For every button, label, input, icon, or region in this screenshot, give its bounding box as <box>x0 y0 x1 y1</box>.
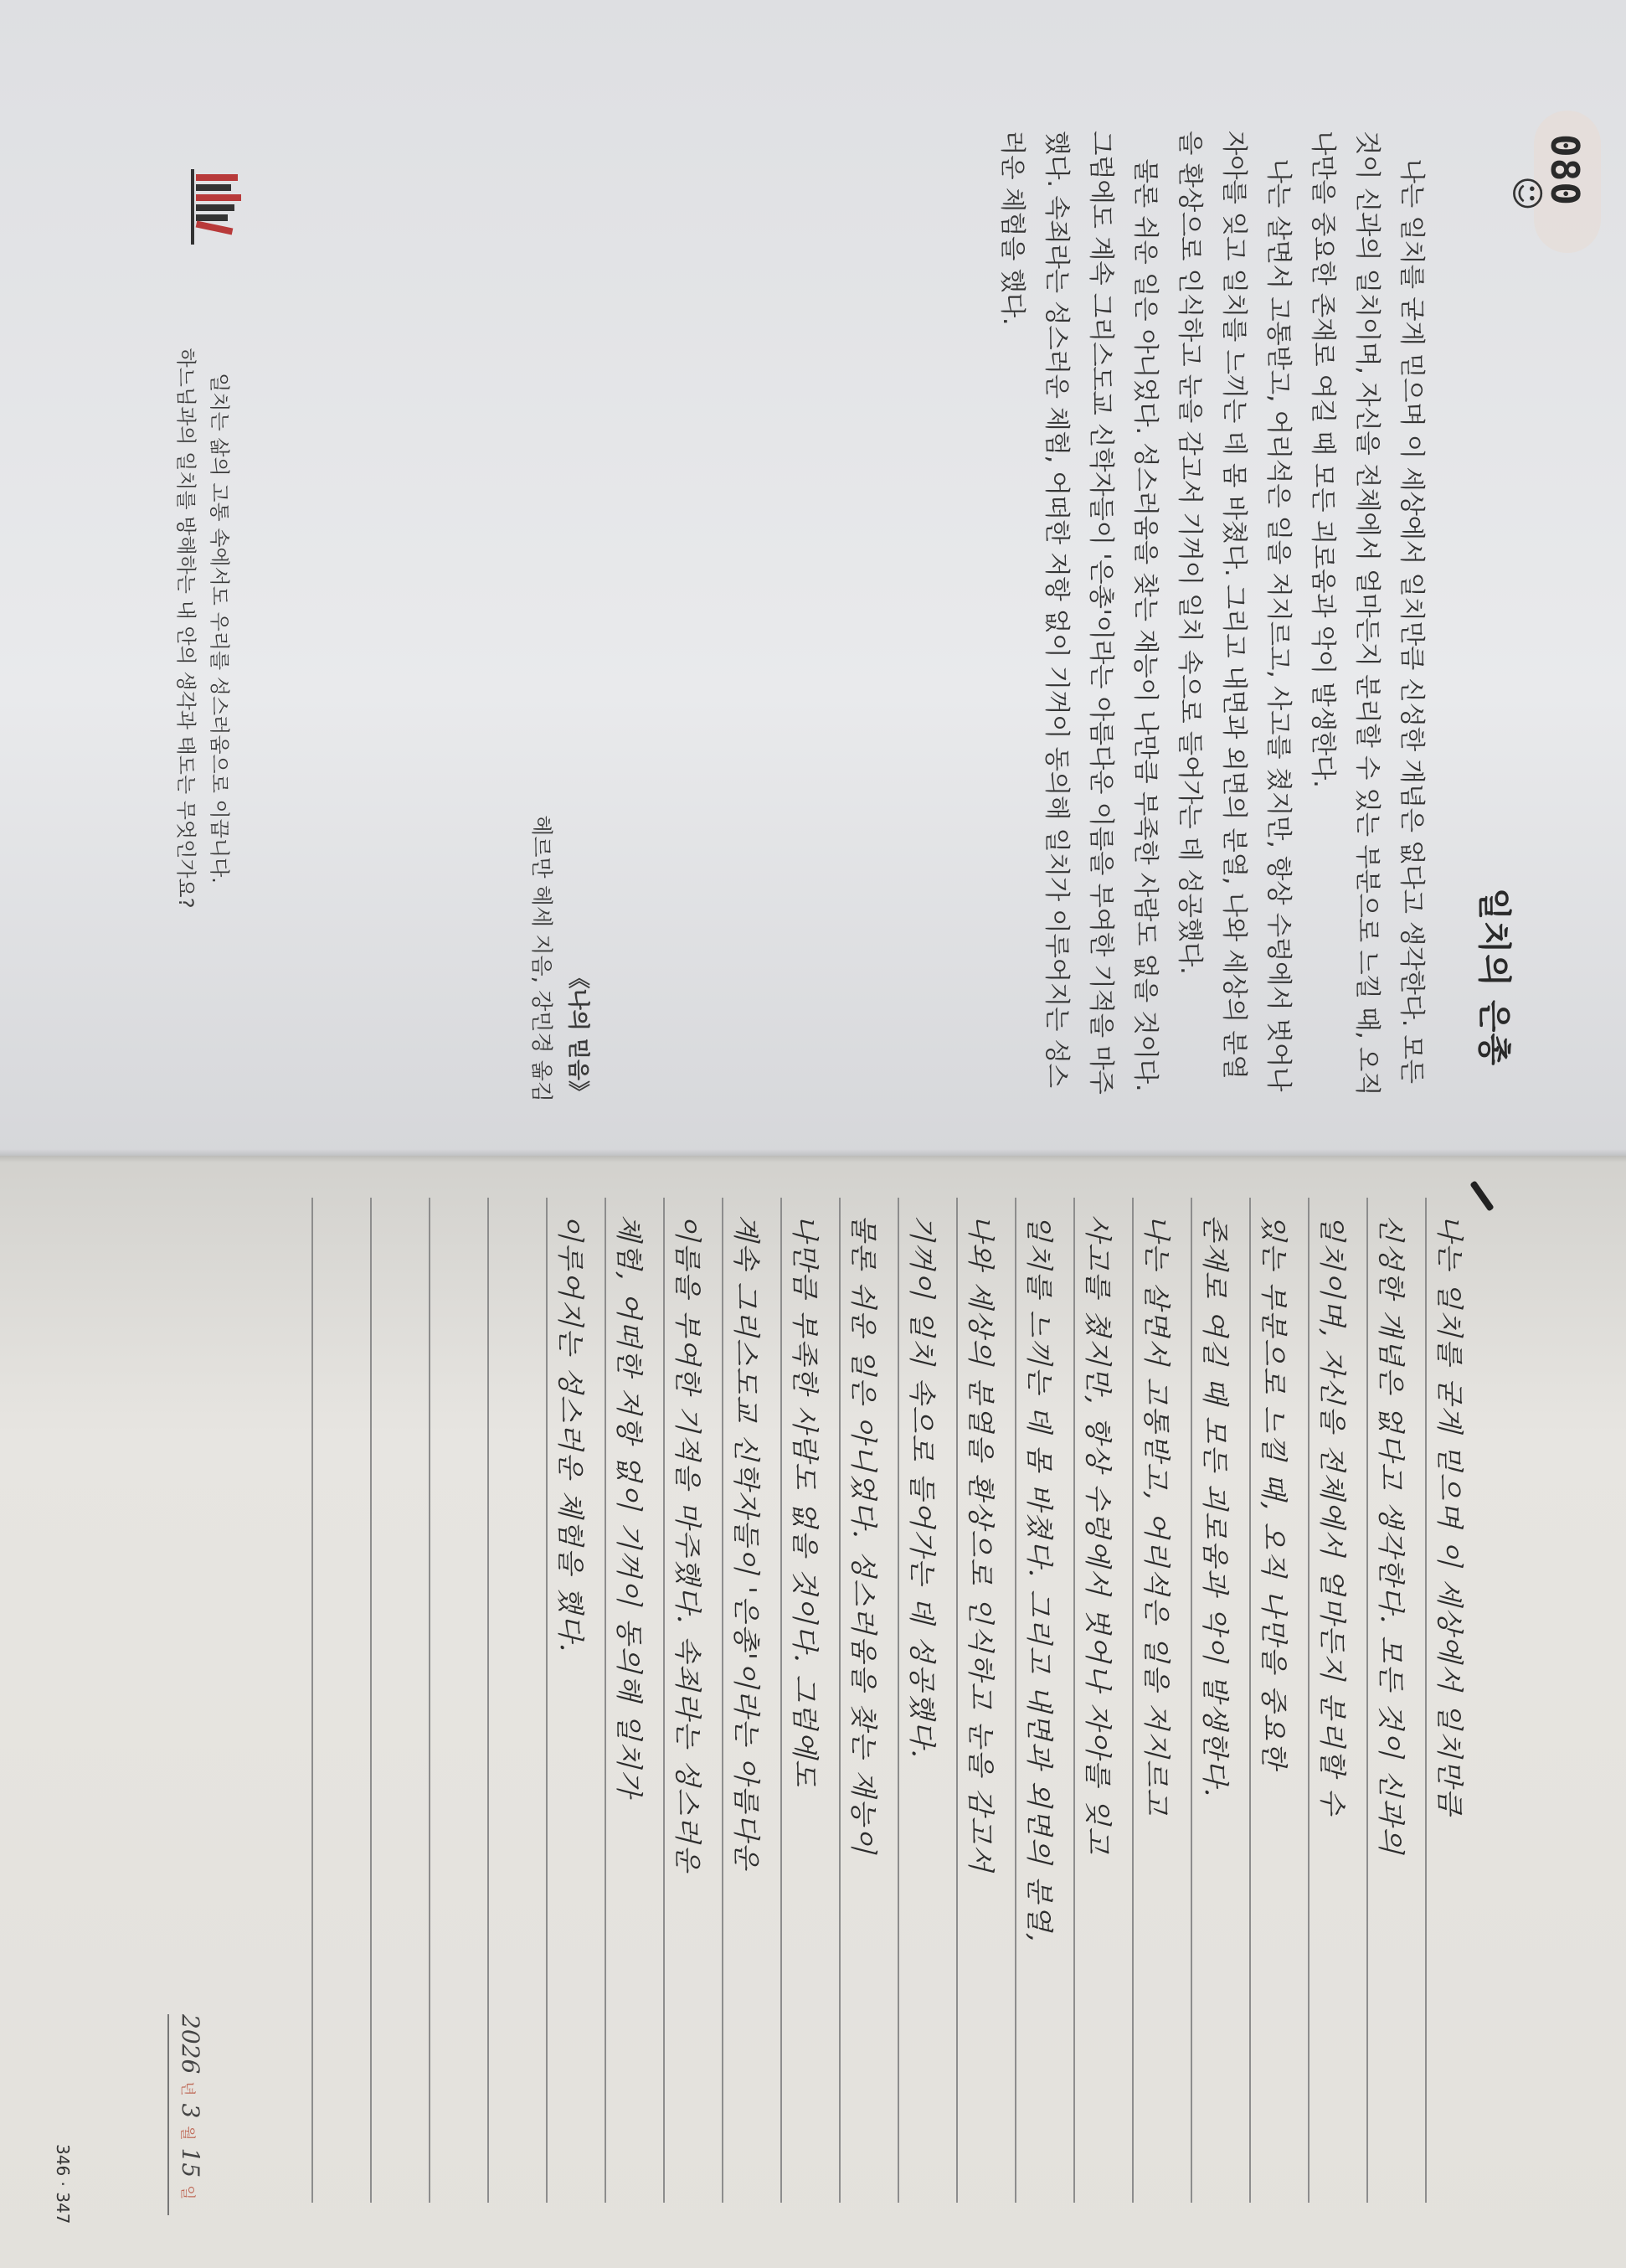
handwriting-text: 이루어지는 성스러운 체험을 했다. <box>554 1214 587 1654</box>
ruled-line[interactable] <box>1249 1198 1308 2203</box>
paragraph-2: 나는 살면서 고통받고, 어리석은 일을 저지르고, 사고를 쳤지만, 항상 수렁에서 벗어나 자아를 잊고 일치를 느끼는 데 몸 바쳤다. 그리고 내면과 외면의 분열, 나와 세상의 분열을 환상으로 인식하고 눈을 감고서 기꺼이 일치 속으로 들어가는 데 성공했다. <box>1175 131 1293 1092</box>
ruled-line[interactable] <box>370 1198 429 2203</box>
date-year-label: 년 <box>178 2081 196 2096</box>
ruled-line[interactable] <box>1015 1198 1073 2203</box>
ruled-line[interactable] <box>1191 1198 1249 2203</box>
handwriting-text: 이름을 부여한 기적을 마주했다. 속죄라는 성스러운 <box>671 1214 704 1874</box>
ruled-line[interactable] <box>956 1198 1015 2203</box>
handwriting-text: 계속 그리스도교 신학자들이 '은총'이라는 아름다운 <box>730 1214 763 1871</box>
book-title: 《나의 믿음》 <box>565 966 590 1102</box>
ruled-line[interactable] <box>605 1198 663 2203</box>
handwriting-text: 존재로 여길 때 모든 괴로움과 악이 발생한다. <box>1199 1214 1232 1799</box>
page-numbers: 346 · 347 <box>53 2144 73 2224</box>
prompt-line-2: 하느님과의 일치를 방해하는 내 안의 생각과 태도는 무엇인가요? <box>174 348 198 909</box>
ruled-line[interactable] <box>1073 1198 1132 2203</box>
ruled-line[interactable] <box>780 1198 839 2203</box>
ruled-line[interactable] <box>722 1198 780 2203</box>
handwriting-text: 물론 쉬운 일은 아니었다. 성스러움을 찾는 재능이 <box>847 1214 880 1855</box>
right-page <box>0 1156 1626 2268</box>
date-year: 2026 <box>177 2014 204 2075</box>
reflection-prompt <box>169 168 236 1089</box>
handwriting-text: 일치이며, 자신을 전체에서 얼마든지 분리할 수 <box>1316 1214 1349 1817</box>
handwriting-text: 있는 부분으로 느낄 때, 오직 나만을 중요한 <box>1258 1214 1290 1771</box>
handwriting-text: 나는 일치를 굳게 믿으며 이 세상에서 일치만큼 <box>1433 1214 1466 1817</box>
date-underline <box>167 2014 169 2215</box>
handwriting-area[interactable] <box>311 1198 1484 2203</box>
ruled-line[interactable] <box>663 1198 722 2203</box>
paragraph-3: 물론 쉬운 일은 아니었다. 성스러움을 찾는 재능이 나만큼 부족한 사람도 없을 것이다. 그럼에도 계속 그리스도교 신학자들이 '은총'이라는 아름다운 이름을 부여한 기적을 마주했다. 속죄라는 성스러운 체험, 어떠한 저항 없이 기꺼이 동의해 일치가 이루어지는 성스러운 체험을 했다. <box>997 131 1160 1095</box>
handwriting-text: 체험, 어떠한 저항 없이 기꺼이 동의해 일치가 <box>613 1214 646 1799</box>
date-day-label: 일 <box>178 2185 196 2200</box>
ruled-line[interactable] <box>839 1198 898 2203</box>
date-day: 15 <box>177 2147 204 2178</box>
ruled-line[interactable] <box>1132 1198 1191 2203</box>
ruled-line[interactable] <box>311 1198 370 2203</box>
smile-icon: ☺ <box>1507 176 1546 211</box>
handwriting-text: 일치를 느끼는 데 몸 바쳤다. 그리고 내면과 외면의 분열, <box>1023 1214 1056 1944</box>
gutter <box>0 1149 1626 1162</box>
page-title: 일치의 은총 <box>1474 888 1513 1067</box>
ruled-line[interactable] <box>1425 1198 1484 2203</box>
ruled-line[interactable] <box>487 1198 546 2203</box>
ruled-line[interactable] <box>1366 1198 1425 2203</box>
prompt-line-1: 일치는 삶의 고통 속에서도 우리를 성스러움으로 이끕니다. <box>208 373 231 884</box>
date-month-label: 월 <box>178 2126 196 2141</box>
handwriting-text: 나만큼 부족한 사람도 없을 것이다. 그럼에도 <box>789 1214 821 1788</box>
ruled-line[interactable] <box>546 1198 605 2203</box>
handwriting-text: 나는 살면서 고통받고, 어리석은 일을 저지르고 <box>1140 1214 1173 1817</box>
body-text <box>990 131 1433 1102</box>
entry-number: 080 <box>1542 134 1587 207</box>
date-field <box>177 2014 204 2249</box>
ruled-line[interactable] <box>429 1198 487 2203</box>
handwriting-text: 기꺼이 일치 속으로 들어가는 데 성공했다. <box>906 1214 939 1760</box>
paragraph-1: 나는 일치를 굳게 믿으며 이 세상에서 일치만큼 신성한 개념은 없다고 생각한다. 모든 것이 신과의 일치이며, 자신을 전체에서 얼마든지 분리할 수 있는 부분으로 느낄 때, 오직 나만을 중요한 존재로 여길 때 모든 괴로움과 악이 발생한다. <box>1308 131 1426 1096</box>
handwriting-text: 신성한 개념은 없다고 생각한다. 모든 것이 신과의 <box>1375 1214 1407 1855</box>
citation <box>522 348 596 1102</box>
date-month: 3 <box>177 2103 204 2119</box>
handwriting-text: 사고를 쳤지만, 항상 수렁에서 벗어나 자아를 잊고 <box>1082 1214 1114 1855</box>
author-line: 헤르만 헤세 지음, 강민경 옮김 <box>528 815 553 1102</box>
ruled-line[interactable] <box>898 1198 956 2203</box>
handwriting-text: 나와 세상의 분열을 환상으로 인식하고 눈을 감고서 <box>965 1214 997 1874</box>
ruled-line[interactable] <box>1308 1198 1366 2203</box>
